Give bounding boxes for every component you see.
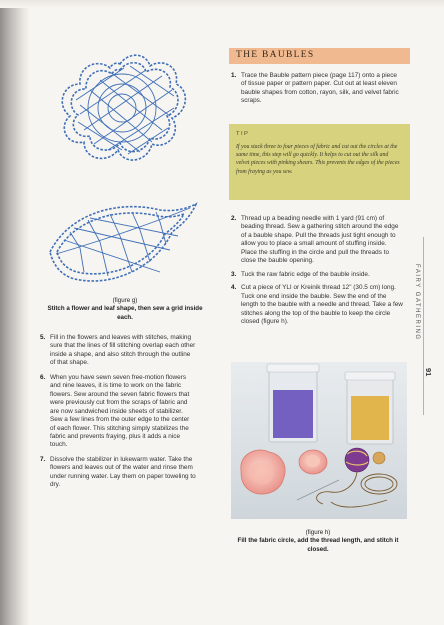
left-step-list	[40, 334, 196, 496]
step-5	[40, 334, 196, 368]
page-number: 91	[424, 368, 433, 377]
step-4	[231, 284, 404, 326]
flower-stitch-illustration	[50, 50, 190, 185]
tip-text: If you stack three to four pieces of fabric and cut out the circles at the same time, this step will go quickly. It helps to cut out the silk and velvet pieces with pinking shears. This prevents the edges of the pieces from fraying as you sew.	[236, 144, 400, 175]
step-6	[40, 373, 196, 450]
step-text: Trace the Bauble pattern piece (page 117) onto a piece of tissue paper or pattern paper. Cut out at least eleven bauble shapes from cotton, rayon, silk, and velvet fabric scraps.	[241, 72, 399, 105]
bauble-photo	[231, 362, 407, 519]
section-title: THE BAUBLES	[236, 50, 315, 60]
step-text: Thread up a beading needle with 1 yard (91 cm) of beading thread. Sew a gathering stitch around the edge of a bauble shape. Pull the threads just tight enough to allow you to place a small amount of stuffing inside. Place the stuffing in the circle and pull the threads to close the bauble opening.	[241, 215, 399, 265]
figure-g-caption-text: Stitch a flower and leaf shape, then sew a grid inside each.	[47, 305, 203, 321]
right-step-list-top	[231, 72, 404, 106]
step-number: 6.	[40, 373, 46, 381]
step-2	[231, 215, 404, 266]
tip-label: TIP	[236, 131, 250, 137]
step-7	[40, 455, 196, 490]
step-number: 2.	[231, 215, 237, 222]
running-head-text: FAIRY GATHERING	[414, 264, 420, 341]
figure-g-caption	[45, 297, 205, 322]
step-text: Cut a piece of YLI or Kreinik thread 12" (30.5 cm) long. Tuck one end inside the bauble. Sew the end of the length to the bauble with a needle and thread. Take a few stitches along the top of the bauble to keep the circle closed (figure h).	[241, 284, 403, 325]
figure-g-label: (figure g)	[112, 297, 138, 304]
section-header-bar	[229, 48, 410, 64]
step-text: Fill in the flowers and leaves with stitches, making sure that the lines of fill stitching overlap each other inside a shape, and also stitch through the outline of that shape.	[50, 334, 196, 367]
step-number: 7.	[40, 455, 46, 463]
right-step-list-bottom	[231, 215, 404, 331]
top-edge-shade	[0, 0, 444, 8]
step-number: 5.	[40, 334, 46, 341]
figure-h-caption	[230, 529, 406, 554]
figure-h-label: (figure h)	[305, 529, 331, 536]
step-number: 4.	[231, 284, 237, 292]
step-3	[231, 270, 404, 279]
page-spine-shadow	[0, 0, 30, 625]
step-1	[231, 72, 404, 106]
step-text: Dissolve the stabilizer in lukewarm water. Take the flowers and leaves out of the water and rinse them under running water. Lay them on paper toweling to dry.	[50, 455, 196, 489]
step-text: Tuck the raw fabric edge of the bauble inside.	[241, 270, 370, 278]
leaf-stitch-illustration	[40, 192, 200, 292]
step-number: 1.	[231, 72, 237, 79]
step-text: When you have sewn seven free-motion flowers and nine leaves, it is time to work on the fabric flowers. Sew around the seven fabric flowers that were previously cut from the scraps of fabric and are now sandwiched inside sheets of stabilizer. Sew a few lines from the outer edge to the center of each flower. This stitching simply stabilizes the fabric and prevents fraying, plus it adds a nice touch.	[50, 373, 190, 449]
figure-h-caption-text: Fill the fabric circle, add the thread length, and stitch it closed.	[237, 537, 399, 553]
tip-box	[229, 124, 410, 200]
running-head	[414, 264, 432, 364]
step-number: 3.	[231, 270, 237, 278]
